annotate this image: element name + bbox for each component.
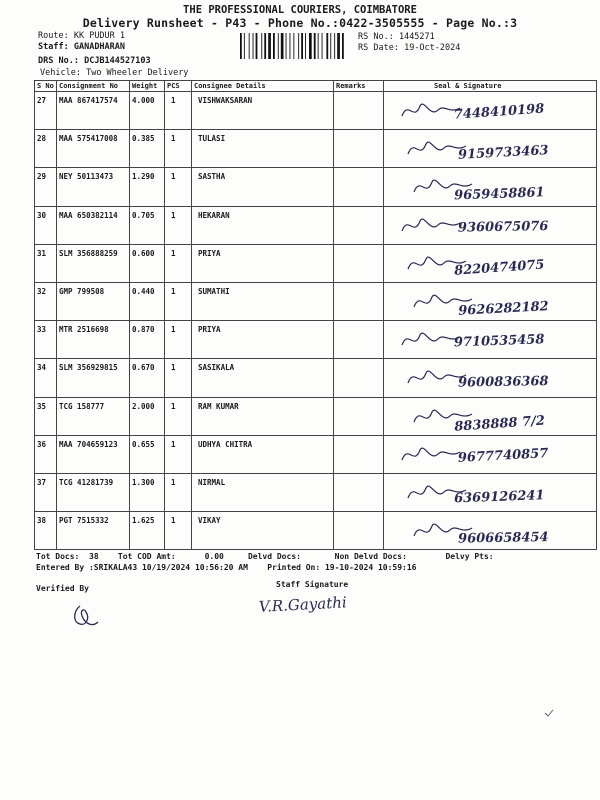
barcode-bar: [273, 33, 275, 59]
sno-cell: 27: [35, 92, 57, 130]
barcode-bar: [240, 33, 242, 59]
pcs-cell: 1: [165, 359, 192, 397]
pcs-cell: 1: [165, 130, 192, 168]
table-row: [35, 359, 597, 397]
handwritten-phone-number: 9600836368: [457, 374, 549, 391]
consignee-cell: UDHYA CHITRA: [192, 435, 334, 473]
weight-cell: 1.300: [130, 473, 165, 511]
vehicle-line: Vehicle: Two Wheeler Delivery: [40, 68, 189, 78]
remarks-cell: [334, 321, 384, 359]
weight-cell: 0.670: [130, 359, 165, 397]
signature-scribble: [402, 448, 460, 460]
consignment-no-cell: NEY 50113473: [57, 168, 130, 206]
barcode-bar: [286, 33, 287, 59]
route-line: Route: KK PUDUR 1: [38, 31, 126, 41]
handwritten-signature: [384, 359, 597, 397]
consignee-cell: SASTHA: [192, 168, 334, 206]
seal-signature-cell: [384, 130, 597, 168]
staff-signature-handwriting: [255, 590, 365, 620]
handwritten-signature: [384, 92, 597, 130]
handwritten-phone-number: 6369126241: [453, 488, 545, 507]
handwritten-phone-number: 9360675076: [457, 218, 549, 236]
remarks-cell: [334, 473, 384, 511]
svg-text:V.R.Gayathi: V.R.Gayathi: [258, 593, 348, 616]
barcode-bar: [342, 33, 344, 59]
handwritten-signature: [384, 398, 597, 436]
handwritten-phone-number: 8220474075: [453, 257, 545, 279]
seal-signature-cell: [384, 359, 597, 397]
entered-printed-line: Entered By :SRIKALA43 10/19/2024 10:56:20 AM Printed On: 19-10-2024 10:59:16: [36, 563, 417, 572]
consignment-no-cell: MAA 650382114: [57, 206, 130, 244]
header-weight: Weight: [130, 81, 165, 92]
pcs-cell: 1: [165, 206, 192, 244]
seal-signature-cell: [384, 244, 597, 282]
remarks-cell: [334, 130, 384, 168]
weight-cell: 1.290: [130, 168, 165, 206]
consignment-no-cell: SLM 356929815: [57, 359, 130, 397]
table-row: [35, 512, 597, 550]
barcode-bar: [309, 33, 312, 59]
handwritten-signature: [384, 245, 597, 283]
seal-signature-cell: [384, 473, 597, 511]
table-row: [35, 435, 597, 473]
table-row: [35, 244, 597, 282]
weight-cell: 0.870: [130, 321, 165, 359]
handwritten-signature: [384, 474, 597, 512]
table-row: [35, 130, 597, 168]
barcode-bar: [290, 33, 291, 59]
consignment-no-cell: MTR 2516698: [57, 321, 130, 359]
sno-cell: 29: [35, 168, 57, 206]
remarks-cell: [334, 512, 384, 550]
handwritten-phone-number: 9159733463: [457, 143, 549, 164]
pcs-cell: 1: [165, 92, 192, 130]
remarks-cell: [334, 282, 384, 320]
seal-signature-cell: [384, 206, 597, 244]
header-consignment-no: Consignment No: [57, 81, 130, 92]
pcs-cell: 1: [165, 435, 192, 473]
consignee-cell: VISHWAKSARAN: [192, 92, 334, 130]
seal-signature-cell: [384, 435, 597, 473]
barcode-bar: [305, 33, 306, 59]
consignee-cell: SUMATHI: [192, 282, 334, 320]
barcode-bar: [314, 33, 316, 59]
handwritten-phone-number: 9606658454: [457, 530, 549, 547]
sno-cell: 35: [35, 397, 57, 435]
seal-signature-cell: [384, 282, 597, 320]
barcode-bar: [326, 33, 328, 59]
pcs-cell: 1: [165, 282, 192, 320]
barcode-bar: [322, 33, 323, 59]
consignment-no-cell: MAA 867417574: [57, 92, 130, 130]
header-consignee-details: Consignee Details: [192, 81, 334, 92]
weight-cell: 2.000: [130, 397, 165, 435]
seal-signature-cell: [384, 168, 597, 206]
header-remarks: Remarks: [334, 81, 384, 92]
staff-signature-label: Staff Signature: [276, 580, 349, 589]
barcode-bar: [293, 33, 294, 59]
consignee-cell: SASIKALA: [192, 359, 334, 397]
barcode-bar: [318, 33, 319, 59]
handwritten-phone-number: 9710535458: [453, 332, 545, 351]
delivery-table: [34, 80, 597, 550]
signature-scribble: [402, 104, 460, 116]
totals-line: Tot Docs: 38 Tot COD Amt: 0.00 Delvd Docs: Non Delvd Docs: Delvy Pts:: [36, 552, 494, 561]
consignee-cell: PRIYA: [192, 321, 334, 359]
remarks-cell: [334, 206, 384, 244]
consignment-no-cell: MAA 575417008: [57, 130, 130, 168]
barcode-bar: [298, 33, 299, 59]
sno-cell: 28: [35, 130, 57, 168]
company-name: THE PROFESSIONAL COURIERS, COIMBATORE: [183, 4, 417, 16]
sno-cell: 30: [35, 206, 57, 244]
barcode-bar: [301, 33, 303, 59]
seal-signature-cell: [384, 397, 597, 435]
seal-signature-cell: [384, 512, 597, 550]
table-row: [35, 321, 597, 359]
barcode-bar: [264, 33, 266, 59]
verifier-initials-signature: [66, 600, 106, 632]
consignee-cell: NIRMAL: [192, 473, 334, 511]
table-row: [35, 206, 597, 244]
barcode-bar: [330, 33, 331, 59]
handwritten-phone-number: 9659458861: [453, 185, 545, 204]
drs-line: DRS No.: DCJB144527103: [38, 56, 151, 66]
runsheet-title: Delivery Runsheet - P43 - Phone No.:0422-3505555 - Page No.:3: [82, 16, 518, 30]
pcs-cell: 1: [165, 512, 192, 550]
sno-cell: 34: [35, 359, 57, 397]
handwritten-signature: [384, 130, 597, 168]
pcs-cell: 1: [165, 168, 192, 206]
handwritten-signature: [384, 168, 597, 206]
consignee-cell: VIKAY: [192, 512, 334, 550]
barcode-image: [238, 33, 350, 59]
staff-line: Staff: GANADHARAN: [38, 42, 126, 52]
remarks-cell: [334, 397, 384, 435]
tick-mark: [543, 708, 555, 718]
signature-scribble: [402, 219, 460, 231]
consignment-no-cell: MAA 704659123: [57, 435, 130, 473]
sno-cell: 32: [35, 282, 57, 320]
barcode-bar: [337, 33, 340, 59]
weight-cell: 0.600: [130, 244, 165, 282]
weight-cell: 0.655: [130, 435, 165, 473]
barcode-bar: [278, 33, 279, 59]
barcode-bar: [268, 33, 271, 59]
handwritten-phone-number: 8838888 7/2: [453, 412, 546, 435]
table-row: [35, 168, 597, 206]
handwritten-phone-number: 7448410198: [453, 101, 545, 123]
barcode-bar: [261, 33, 262, 59]
consignee-cell: RAM KUMAR: [192, 397, 334, 435]
handwritten-signature: [384, 283, 597, 321]
consignment-no-cell: GMP 799508: [57, 282, 130, 320]
barcode-bar: [249, 33, 250, 59]
pcs-cell: 1: [165, 321, 192, 359]
sno-cell: 37: [35, 473, 57, 511]
barcode-bar: [244, 33, 245, 59]
pcs-cell: 1: [165, 397, 192, 435]
handwritten-signature: [384, 512, 597, 550]
pcs-cell: 1: [165, 473, 192, 511]
sno-cell: 38: [35, 512, 57, 550]
pcs-cell: 1: [165, 244, 192, 282]
sno-cell: 31: [35, 244, 57, 282]
handwritten-phone-number: 9677740857: [457, 445, 549, 466]
weight-cell: 0.705: [130, 206, 165, 244]
table-row: [35, 282, 597, 320]
weight-cell: 0.440: [130, 282, 165, 320]
table-header-row: [35, 81, 597, 92]
remarks-cell: [334, 244, 384, 282]
table-row: [35, 92, 597, 130]
barcode-bar: [253, 33, 254, 59]
consignment-no-cell: SLM 356888259: [57, 244, 130, 282]
weight-cell: 0.385: [130, 130, 165, 168]
consignment-no-cell: TCG 41281739: [57, 473, 130, 511]
consignee-cell: HEKARAN: [192, 206, 334, 244]
barcode-bar: [334, 33, 335, 59]
table-row: [35, 397, 597, 435]
header-seal-signature: Seal & Signature: [384, 81, 597, 92]
header-pcs: PCS: [165, 81, 192, 92]
handwritten-phone-number: 9626282182: [457, 299, 550, 319]
consignee-cell: TULASI: [192, 130, 334, 168]
handwritten-signature: [384, 321, 597, 359]
handwritten-signature: [384, 436, 597, 474]
header-sno: S No: [35, 81, 57, 92]
table-row: [35, 473, 597, 511]
signature-scribble: [402, 333, 460, 345]
weight-cell: 4.000: [130, 92, 165, 130]
rs-date-line: RS Date: 19-Oct-2024: [358, 43, 461, 53]
barcode-bar: [256, 33, 258, 59]
remarks-cell: [334, 92, 384, 130]
remarks-cell: [334, 168, 384, 206]
sno-cell: 36: [35, 435, 57, 473]
consignment-no-cell: TCG 158777: [57, 397, 130, 435]
barcode-bar: [281, 33, 284, 59]
seal-signature-cell: [384, 92, 597, 130]
sno-cell: 33: [35, 321, 57, 359]
rs-no-line: RS No.: 1445271: [358, 32, 435, 42]
remarks-cell: [334, 435, 384, 473]
remarks-cell: [334, 359, 384, 397]
seal-signature-cell: [384, 321, 597, 359]
handwritten-signature: [384, 207, 597, 245]
consignment-no-cell: PGT 7515332: [57, 512, 130, 550]
consignee-cell: PRIYA: [192, 244, 334, 282]
weight-cell: 1.625: [130, 512, 165, 550]
verified-by-label: Verified By: [36, 584, 89, 593]
